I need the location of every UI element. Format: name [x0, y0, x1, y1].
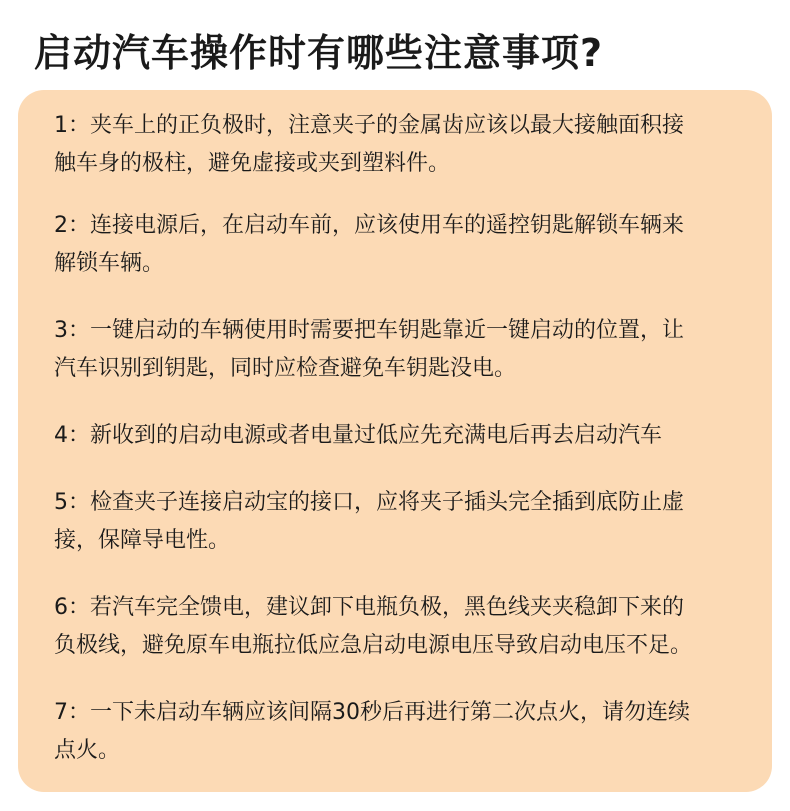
item-line: 7：一下未启动车辆应该间隔30秒后再进行第二次点火，请勿连续 — [54, 700, 690, 725]
item-line: 负极线，避免原车电瓶拉低应急启动电源电压导致启动电压不足。 — [54, 633, 693, 658]
item-line: 1：夹车上的正负极时，注意夹子的金属齿应该以最大接触面积接 — [54, 113, 684, 138]
list-item — [54, 207, 780, 283]
item-line: 触车身的极柱，避免虚接或夹到塑料件。 — [54, 151, 451, 176]
item-line: 4：新收到的启动电源或者电量过低应先充满电后再去启动汽车 — [54, 423, 662, 448]
list-item — [54, 694, 780, 770]
list-item — [54, 589, 780, 665]
page-title: 启动汽车操作时有哪些注意事项? — [34, 31, 604, 75]
list-item — [54, 107, 780, 183]
item-line: 6：若汽车完全馈电，建议卸下电瓶负极，黑色线夹夹稳卸下来的 — [54, 595, 684, 620]
item-line: 接，保障导电性。 — [54, 528, 231, 553]
item-line: 2：连接电源后，在启动车前，应该使用车的遥控钥匙解锁车辆来 — [54, 213, 684, 238]
list-item — [54, 484, 780, 560]
item-line: 5：检查夹子连接启动宝的接口，应将夹子插头完全插到底防止虚 — [54, 490, 684, 515]
list-item — [54, 312, 780, 388]
item-line: 汽车识别到钥匙，同时应检查避免车钥匙没电。 — [54, 356, 517, 381]
item-line: 3：一键启动的车辆使用时需要把车钥匙靠近一键启动的位置，让 — [54, 318, 684, 343]
item-line: 解锁车辆。 — [54, 251, 165, 276]
item-line: 点火。 — [54, 738, 121, 763]
list-item — [54, 417, 780, 455]
notes-card — [18, 90, 772, 792]
